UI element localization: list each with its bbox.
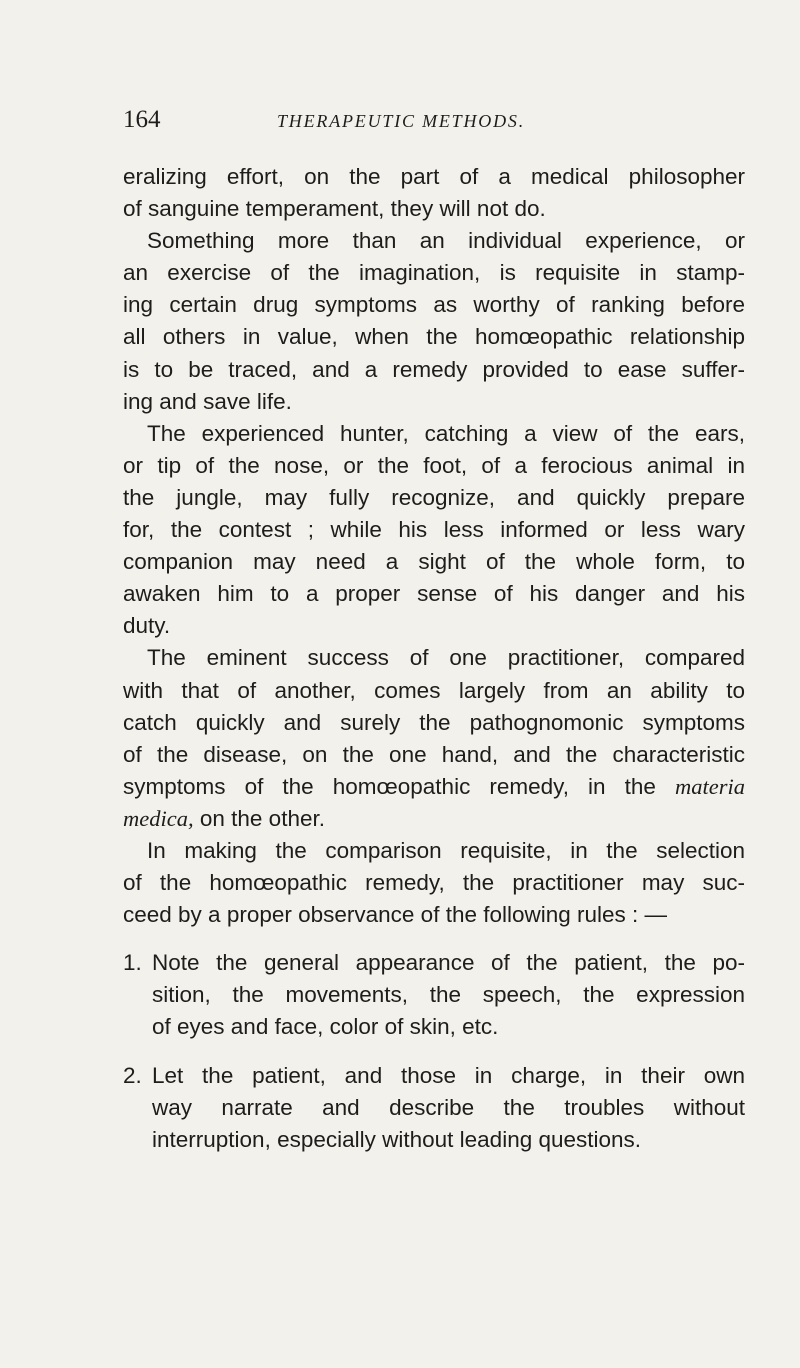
italic-term: medica, bbox=[123, 805, 194, 831]
text-line: catch quickly and surely the pathognomonic symptoms bbox=[123, 709, 745, 735]
text-line: for, the contest ; while his less informed or less wary bbox=[123, 517, 745, 543]
rule-line bbox=[123, 979, 745, 1011]
text-line: In making the comparison requisite, in the selection bbox=[147, 837, 745, 863]
text-line: with that of another, comes largely from an ability to bbox=[123, 677, 745, 703]
page-header bbox=[123, 104, 743, 140]
text-line: awaken him to a proper sense of his danger and his bbox=[123, 581, 745, 607]
text-span: on the other. bbox=[199, 805, 325, 831]
rule-text: way narrate and describe the troubles without bbox=[152, 1094, 745, 1120]
rule-line bbox=[123, 1011, 745, 1043]
running-head: THERAPEUTIC METHODS. bbox=[277, 111, 525, 131]
spacer bbox=[123, 931, 745, 947]
text-line: all others in value, when the homœopathic relationship bbox=[123, 324, 745, 350]
text-line bbox=[123, 803, 745, 835]
rule-text: Let the patient, and those in charge, in their own bbox=[152, 1062, 745, 1088]
page-number: 164 bbox=[123, 106, 161, 133]
rule-text: sition, the movements, the speech, the expression bbox=[152, 982, 745, 1008]
text-line: of sanguine temperament, they will not do. bbox=[123, 196, 546, 222]
text-line: eralizing effort, on the part of a medical philosopher bbox=[123, 164, 745, 189]
rule-item bbox=[123, 947, 745, 1043]
italic-term: materia bbox=[675, 773, 745, 799]
text-line: is to be traced, and a remedy provided to ease suffer- bbox=[123, 356, 745, 382]
rule-line bbox=[123, 947, 745, 979]
rule-item bbox=[123, 1060, 745, 1156]
text-span: symptoms of the homœopathic remedy, in the bbox=[123, 773, 656, 799]
rule-text: of eyes and face, color of skin, etc. bbox=[152, 1014, 499, 1040]
rule-line bbox=[123, 1124, 745, 1156]
rule-line bbox=[123, 1060, 745, 1092]
text-line: ceed by a proper observance of the following rules : — bbox=[123, 902, 668, 928]
text-line: an exercise of the imagination, is requisite in stamp- bbox=[123, 260, 745, 286]
body-text bbox=[123, 161, 745, 1156]
text-line: Something more than an individual experience, or bbox=[147, 228, 745, 254]
text-line: of the disease, on the one hand, and the characteristic bbox=[123, 741, 745, 767]
rule-text: interruption, especially without leading questions. bbox=[152, 1126, 642, 1152]
rule-text: Note the general appearance of the patient, the po- bbox=[152, 950, 745, 976]
text-line bbox=[123, 771, 745, 803]
text-line: ing and save life. bbox=[123, 388, 292, 414]
text-line: The eminent success of one practitioner, compared bbox=[147, 645, 745, 671]
spacer bbox=[123, 1044, 745, 1060]
text-line: or tip of the nose, or the foot, of a ferocious animal in bbox=[123, 452, 745, 478]
rule-number: 1. bbox=[123, 950, 142, 976]
text-line: companion may need a sight of the whole form, to bbox=[123, 549, 745, 575]
rule-number: 2. bbox=[123, 1062, 142, 1088]
text-line: ing certain drug symptoms as worthy of ranking before bbox=[123, 292, 745, 318]
text-line: of the homœopathic remedy, the practitioner may suc- bbox=[123, 870, 745, 896]
text-line: The experienced hunter, catching a view of the ears, bbox=[147, 420, 745, 446]
rule-line bbox=[123, 1092, 745, 1124]
text-line: duty. bbox=[123, 613, 171, 639]
text-line: the jungle, may fully recognize, and quickly prepare bbox=[123, 484, 745, 510]
